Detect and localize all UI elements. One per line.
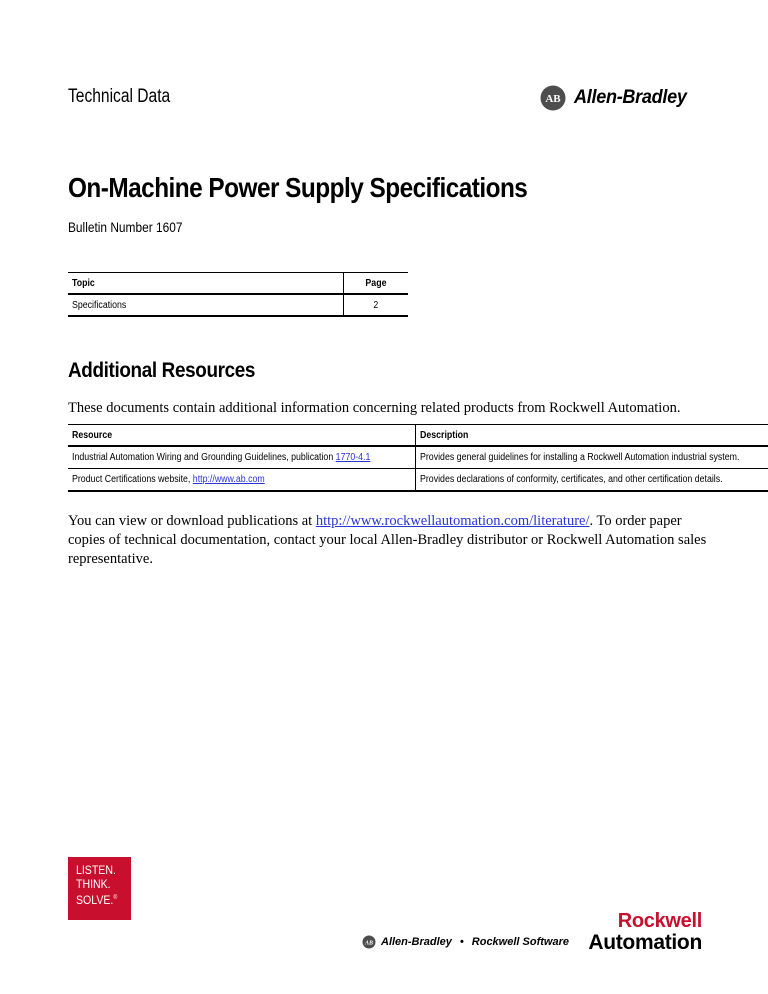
document-type: Technical Data [68,86,171,107]
ab-mini-icon [362,935,376,949]
page-header: Page [344,273,409,295]
page-cell: 2 [344,294,409,316]
table-row [68,294,408,316]
svg-text:AB: AB [364,940,374,947]
description-header: Description [416,425,768,447]
literature-link[interactable]: http://www.rockwellautomation.com/literature/ [315,512,590,529]
publication-link[interactable]: 1770-4.1 [335,452,371,463]
allen-bradley-logo [540,85,693,111]
footer-brands [362,935,569,949]
page-title: On-Machine Power Supply Specifications [68,172,528,203]
resource-table [68,424,768,492]
footer-separator: • [459,936,464,948]
footer-brand-allen-bradley: Allen-Bradley [381,936,452,948]
resource-header: Resource [68,425,416,447]
table-row [68,446,768,469]
listen-think-solve-badge: LISTEN. THINK. SOLVE.® [68,857,131,920]
topic-header: Topic [68,273,344,295]
ab-website-link[interactable]: http://www.ab.com [192,474,265,485]
topic-table [68,272,408,317]
resource-cell: Product Certifications website, http://www.ab.com [68,469,416,492]
intro-paragraph: These documents contain additional information concerning related products from Rockwell Automation. [68,400,681,416]
brand-name: Allen-Bradley [574,87,687,108]
footer-brand-rockwell-software: Rockwell Software [471,936,569,948]
rockwell-automation-logo: Rockwell Automation [588,910,702,954]
resource-cell: Industrial Automation Wiring and Grounding Guidelines, publication 1770-4.1 [68,446,416,469]
section-heading: Additional Resources [68,359,256,382]
topic-cell: Specifications [68,294,344,316]
description-cell: Provides declarations of conformity, certificates, and other certification details. [416,469,768,492]
description-cell: Provides general guidelines for installing a Rockwell Automation industrial system. [416,446,768,469]
table-row [68,469,768,492]
closing-paragraph: You can view or download publications at http://www.rockwellautomation.com/literature/. To order paper copies of technical documentation, contact your local Allen-Bradley distributor or Rockwell Automation sales representative. [68,512,707,567]
topic-table-header [68,273,408,295]
svg-text:AB: AB [545,93,561,105]
ab-badge-icon [540,85,566,111]
resource-table-header [68,425,768,447]
bulletin-number: Bulletin Number 1607 [68,219,183,235]
